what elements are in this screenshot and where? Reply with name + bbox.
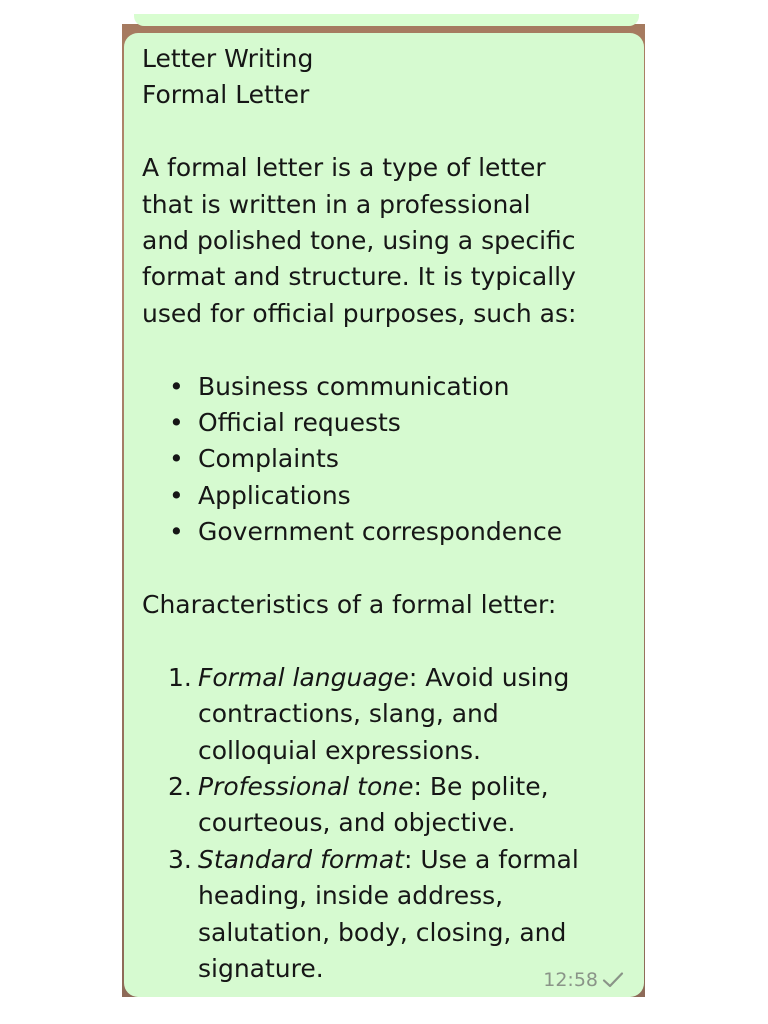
intro-line: format and structure. It is typically [142,262,576,292]
previous-message-bubble[interactable] [134,14,639,26]
bullet-icon: • [169,371,184,401]
intro-line: and polished tone, using a specific [142,226,576,256]
list-item: • Complaints [142,441,632,477]
list-number: 3. [168,844,192,874]
characteristics-heading: Characteristics of a formal letter: [142,590,557,620]
list-item: 3. Standard format: Use a formal heading, inside address, salutation, body, closing, and signature. [142,842,632,988]
list-item: • Government correspondence [142,514,632,550]
intro-line: that is written in a professional [142,189,531,219]
characteristics-list [142,660,632,988]
message-meta [543,969,624,991]
term: Professional tone [198,772,414,802]
intro-line: used for official purposes, such as: [142,298,577,328]
term: Formal language [198,662,409,692]
list-item: 1. Formal language: Avoid using contractions, slang, and colloquial expressions. [142,660,632,769]
message-bubble[interactable] [124,33,644,997]
message-text [142,41,632,988]
message-subtitle: Formal Letter [142,80,310,110]
list-number: 2. [168,772,192,802]
single-check-icon [602,971,624,989]
list-item: 2. Professional tone: Be polite, courteous, and objective. [142,769,632,842]
bullet-icon: • [169,480,184,510]
term: Standard format [198,844,404,874]
list-number: 1. [168,662,192,692]
message-title: Letter Writing [142,44,314,73]
intro-line: A formal letter is a type of letter [142,153,546,183]
bullet-icon: • [169,444,184,474]
bullet-icon: • [169,517,184,547]
bullet-icon: • [169,408,184,438]
list-item: • Applications [142,478,632,514]
purposes-list [142,369,632,551]
list-item: • Official requests [142,405,632,441]
list-item: • Business communication [142,369,632,405]
message-time: 12:58 [543,969,598,991]
